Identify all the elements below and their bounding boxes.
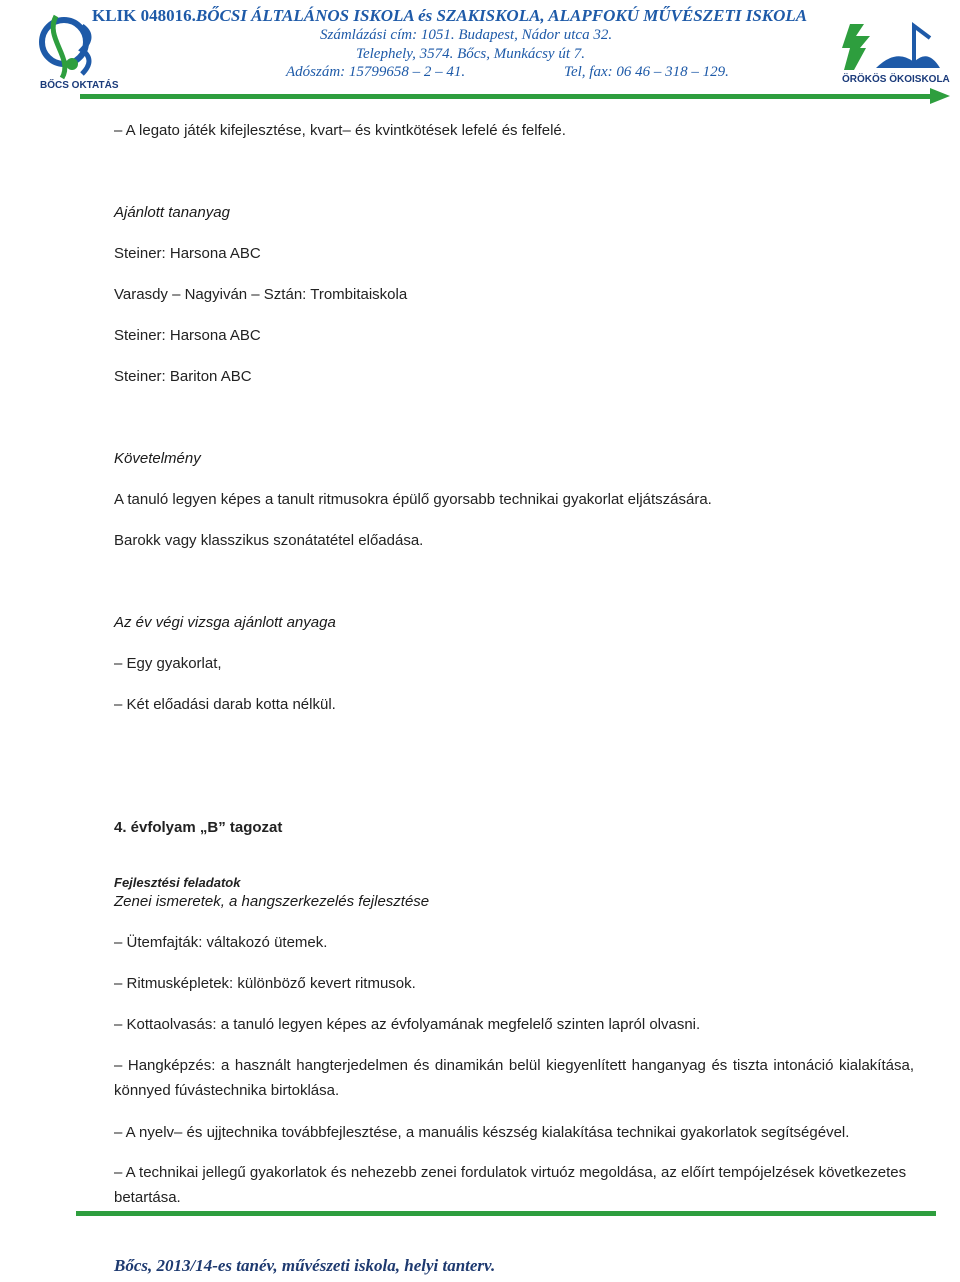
requirement-item: Barokk vagy klasszikus szonátatétel előadása.	[114, 532, 424, 549]
dev-subtitle: Zenei ismeretek, a hangszerkezelés fejlesztése	[114, 893, 430, 910]
dev-item: – A technikai jellegű gyakorlatok és nehezebb zenei fordulatok virtuóz megoldása, az előírt tempójelzések következetes betartása.	[114, 1164, 907, 1206]
requirement-title: Követelmény	[114, 450, 201, 467]
school-title	[92, 6, 807, 26]
dev-item: – Ritmusképletek: különböző kevert ritmusok.	[114, 975, 416, 992]
logo-left-caption: BŐCS OKTATÁS	[40, 80, 119, 91]
footer-rule	[76, 1211, 936, 1216]
dev-item: – Hangképzés: a használt hangterjedelmen és dinamikán belül kiegyenlített hanganyag és tiszta intonáció kialakítása, könnyed fúvástechnika birtoklása.	[114, 1057, 914, 1099]
tax-and-phone	[286, 64, 729, 81]
logo-right-caption: ÖRÖKÖS ÖKOISKOLA	[842, 74, 950, 85]
legato-line: – A legato játék kifejlesztése, kvart– és kvintkötések lefelé és felfelé.	[114, 122, 566, 139]
recommended-item: Steiner: Harsona ABC	[114, 245, 261, 262]
exam-item: – Egy gyakorlat,	[114, 655, 222, 672]
school-name: BŐCSI ÁLTALÁNOS ISKOLA és SZAKISKOLA, ALAPFOKÚ MŰVÉSZETI ISKOLA	[195, 6, 808, 25]
header-rule	[80, 94, 938, 99]
grade-title: 4. évfolyam „B” tagozat	[114, 819, 283, 836]
dev-item: – Kottaolvasás: a tanuló legyen képes az évfolyamának megfelelő szinten lapról olvasni.	[114, 1016, 701, 1033]
recommended-item: Steiner: Bariton ABC	[114, 368, 252, 385]
recommended-title: Ajánlott tananyag	[114, 204, 230, 221]
eco-school-logo	[836, 18, 950, 90]
site-address: Telephely, 3574. Bőcs, Munkácsy út 7.	[356, 46, 585, 62]
billing-address: Számlázási cím: 1051. Budapest, Nádor utca 32.	[320, 27, 613, 43]
phone-number: Tel, fax: 06 46 – 318 – 129.	[564, 64, 729, 80]
footer-text: Bőcs, 2013/14-es tanév, művészeti iskola, helyi tanterv.	[114, 1256, 496, 1275]
recommended-item: Varasdy – Nagyiván – Sztán: Trombitaiskola	[114, 286, 408, 303]
dev-item: – Ütemfajták: váltakozó ütemek.	[114, 934, 328, 951]
dev-item: – A nyelv– és ujjtechnika továbbfejlesztése, a manuális készség kialakítása technikai gyakorlatok segítségével.	[114, 1124, 850, 1141]
exam-item: – Két előadási darab kotta nélkül.	[114, 696, 336, 713]
tax-number: Adószám: 15799658 – 2 – 41.	[286, 64, 466, 80]
letterhead	[0, 0, 960, 100]
arrow-icon	[930, 88, 950, 104]
exam-title: Az év végi vizsga ajánlott anyaga	[114, 614, 336, 631]
requirement-item: A tanuló legyen képes a tanult ritmusokra épülő gyorsabb technikai gyakorlat eljátszására.	[114, 491, 712, 508]
recommended-item: Steiner: Harsona ABC	[114, 327, 261, 344]
dev-tasks-heading: Fejlesztési feladatok	[114, 875, 241, 890]
klik-id: KLIK 048016.	[92, 6, 196, 25]
